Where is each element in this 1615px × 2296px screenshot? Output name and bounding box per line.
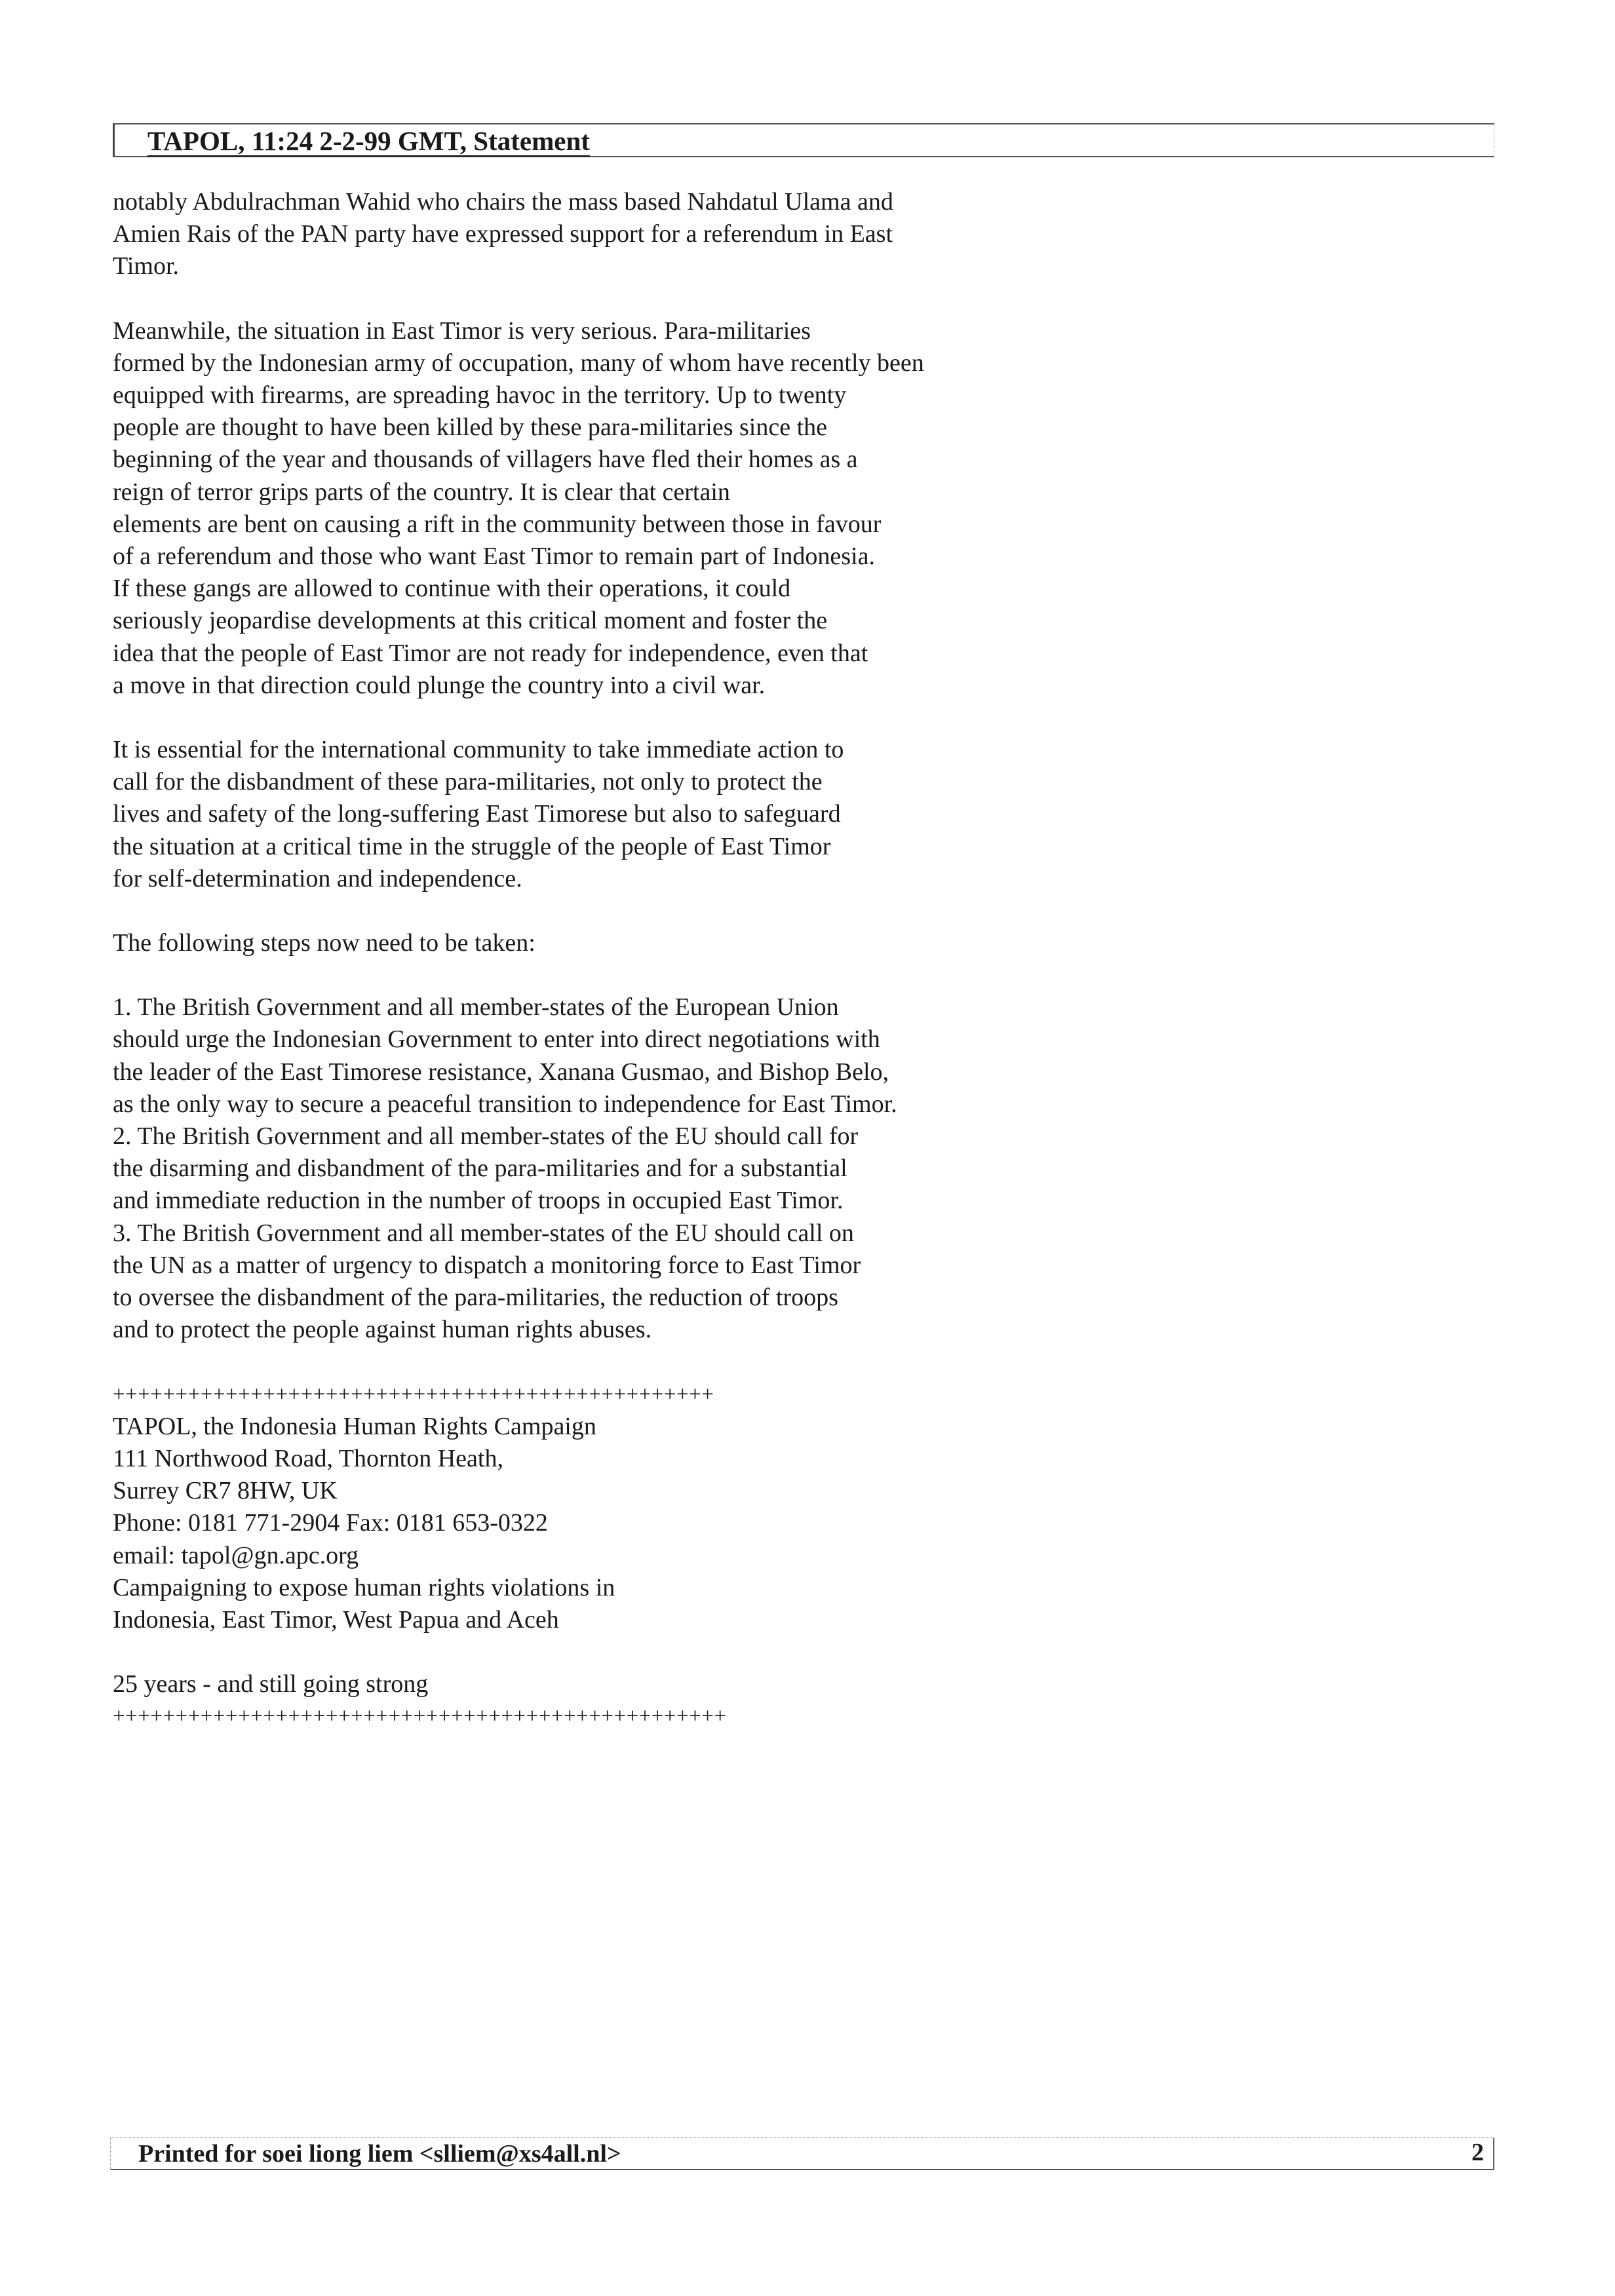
campaign-line-2: Indonesia, East Timor, West Papua and Aceh bbox=[113, 1605, 559, 1634]
text-line: It is essential for the international community to take immediate action to bbox=[113, 736, 844, 764]
separator-line-bottom: +++++++++++++++++++++++++++++++++++++++++++++++++ bbox=[113, 1704, 727, 1729]
text-line: notably Abdulrachman Wahid who chairs the mass based Nahdatul Ulama and bbox=[113, 188, 893, 216]
campaign-line-1: Campaigning to expose human rights violations in bbox=[113, 1573, 615, 1601]
text-line: the leader of the East Timorese resistance, Xanana Gusmao, and Bishop Belo, bbox=[113, 1058, 889, 1086]
text-line: people are thought to have been killed by these para-militaries since the bbox=[113, 413, 827, 442]
address-line-2: Surrey CR7 8HW, UK bbox=[113, 1477, 338, 1505]
text-line: the UN as a matter of urgency to dispatch a monitoring force to East Timor bbox=[113, 1251, 861, 1279]
text-line: If these gangs are allowed to continue with their operations, it could bbox=[113, 575, 791, 603]
text-line: call for the disbandment of these para-militaries, not only to protect the bbox=[113, 768, 823, 796]
separator-line-top: ++++++++++++++++++++++++++++++++++++++++++++++++ bbox=[113, 1382, 714, 1406]
text-line: elements are bent on causing a rift in the community between those in favour bbox=[113, 510, 882, 538]
text-line: seriously jeopardise developments at this critical moment and foster the bbox=[113, 607, 828, 635]
paragraph-steps-intro bbox=[113, 927, 1227, 959]
paragraph-international-action bbox=[113, 734, 1227, 895]
email-address: email: tapol@gn.apc.org bbox=[113, 1541, 359, 1569]
text-line: the disarming and disbandment of the para-militaries and for a substantial bbox=[113, 1155, 847, 1183]
text-line: should urge the Indonesian Government to enter into direct negotiations with bbox=[113, 1025, 880, 1054]
text-line: for self-determination and independence. bbox=[113, 864, 522, 892]
text-line: Amien Rais of the PAN party have expressed support for a referendum in East bbox=[113, 220, 893, 248]
text-line: lives and safety of the long-suffering East Timorese but also to safeguard bbox=[113, 800, 841, 828]
address-line-1: 111 Northwood Road, Thornton Heath, bbox=[113, 1444, 503, 1472]
text-line: reign of terror grips parts of the country. It is clear that certain bbox=[113, 478, 730, 506]
paragraph-situation bbox=[113, 315, 1227, 702]
phone-fax: Phone: 0181 771-2904 Fax: 0181 653-0322 bbox=[113, 1509, 548, 1537]
paragraph-referendum-support bbox=[113, 186, 1227, 283]
document-footer bbox=[110, 2137, 1494, 2170]
step-3-line: 3. The British Government and all member-states of the EU should call on bbox=[113, 1219, 854, 1247]
text-line: the situation at a critical time in the struggle of the people of East Timor bbox=[113, 832, 831, 860]
step-2-line: 2. The British Government and all member-states of the EU should call for bbox=[113, 1122, 859, 1151]
text-line: and to protect the people against human rights abuses. bbox=[113, 1316, 652, 1344]
header-title: TAPOL, 11:24 2-2-99 GMT, Statement bbox=[147, 126, 590, 156]
printed-for-text: Printed for soei liong liem <slliem@xs4all.nl> bbox=[138, 2140, 621, 2168]
text-line: as the only way to secure a peaceful transition to independence for East Timor. bbox=[113, 1090, 897, 1118]
text-line: a move in that direction could plunge the country into a civil war. bbox=[113, 671, 766, 699]
tagline-block bbox=[113, 1668, 1227, 1732]
page-number: 2 bbox=[1471, 2139, 1484, 2166]
text-line: formed by the Indonesian army of occupation, many of whom have recently been bbox=[113, 349, 924, 377]
text-line: The following steps now need to be taken: bbox=[113, 929, 535, 957]
text-line: idea that the people of East Timor are not ready for independence, even that bbox=[113, 639, 868, 667]
document-body bbox=[113, 186, 1227, 1733]
text-line: beginning of the year and thousands of villagers have fled their homes as a bbox=[113, 446, 858, 474]
text-line: and immediate reduction in the number of troops in occupied East Timor. bbox=[113, 1187, 844, 1215]
signature-block bbox=[113, 1379, 1227, 1637]
steps-list bbox=[113, 991, 1227, 1346]
text-line: Meanwhile, the situation in East Timor is very serious. Para-militaries bbox=[113, 316, 811, 345]
step-1-line: 1. The British Government and all member-states of the European Union bbox=[113, 993, 839, 1022]
organization-name: TAPOL, the Indonesia Human Rights Campaign bbox=[113, 1412, 596, 1440]
text-line: equipped with firearms, are spreading havoc in the territory. Up to twenty bbox=[113, 381, 847, 410]
text-line: Timor. bbox=[113, 252, 180, 280]
tagline: 25 years - and still going strong bbox=[113, 1670, 429, 1698]
text-line: of a referendum and those who want East Timor to remain part of Indonesia. bbox=[113, 543, 875, 571]
text-line: to oversee the disbandment of the para-militaries, the reduction of troops bbox=[113, 1284, 838, 1312]
document-header bbox=[113, 123, 1494, 157]
